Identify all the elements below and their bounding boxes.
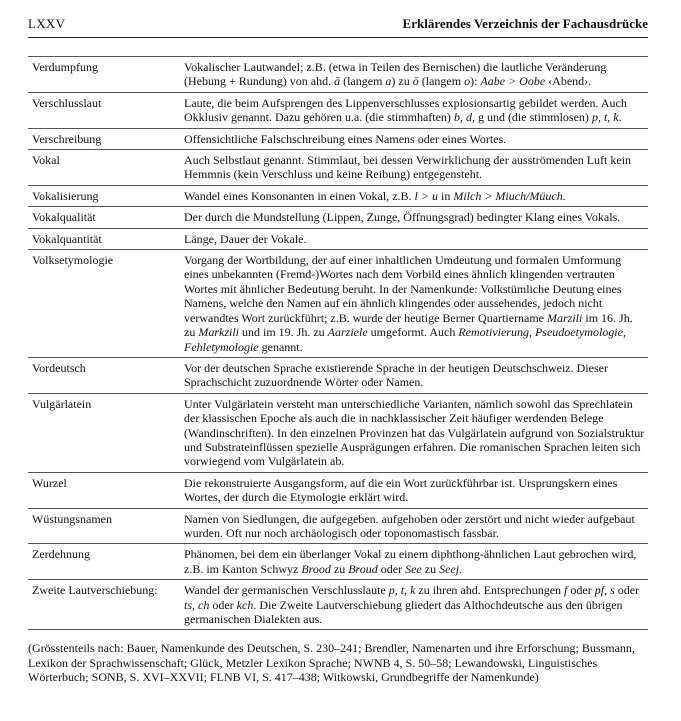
italic-segment: p, t, k <box>388 583 416 598</box>
sources-note <box>28 641 658 685</box>
glossary-term: Vokalisierung <box>28 185 184 206</box>
text-segment: , <box>604 583 611 598</box>
italic-segment: b, d, <box>453 110 475 125</box>
text-segment: Länge, Dauer der Vokale. <box>184 231 307 246</box>
text-segment: Wandel der germanischen Verschlusslaute <box>184 583 389 598</box>
italic-segment: Remotivierung, Pseudoetymologie, Fehletymologie <box>184 325 626 354</box>
glossary-term: Verschlusslaut <box>28 92 184 128</box>
text-segment: umgeformt. Auch <box>367 325 459 340</box>
glossary-row <box>28 185 648 206</box>
glossary-row <box>28 508 648 544</box>
glossary-row <box>28 228 648 249</box>
text-segment: ) zu <box>391 74 413 89</box>
text-segment: oder <box>209 597 237 612</box>
text-segment: oder <box>377 561 406 576</box>
text-segment: Vor der deutschen Sprache existierende Sprache in der heutigen Deutschschweiz. Dieser Sprachschicht zuzuordnende Wörter oder Namen. <box>184 360 608 390</box>
glossary-definition <box>184 580 648 630</box>
text-segment: , <box>192 597 199 612</box>
glossary-row <box>28 580 648 630</box>
text-segment: Laute, die beim Aufsprengen des Lippenverschlusses explosionsartig gebildet werden. Auch Okklusiv genannt. Dazu gehören u.a. (die stimmhaften) <box>184 95 627 125</box>
italic-segment: p, t, k <box>591 110 619 125</box>
italic-segment: Aarziele <box>327 325 368 340</box>
glossary-row <box>28 357 648 393</box>
text-segment: Vokalischer Lautwandel; z.B. (etwa in Teilen des Bernischen) die lautliche Veränderung (Hebung + Rundung) von ahd. <box>184 60 607 89</box>
italic-segment: Broud <box>348 561 378 576</box>
text-segment: Offensichtliche Falschschreibung eines Namens oder eines Wortes. <box>184 131 507 146</box>
italic-segment: ch <box>198 597 210 612</box>
text-segment: Der durch die Mundstellung (Lippen, Zunge, Öffnungsgrad) bedingter Klang eines Vokals. <box>184 210 621 225</box>
text-segment: . <box>618 110 622 125</box>
glossary-definition <box>184 357 648 393</box>
text-segment: Phänomen, bei dem ein überlanger Vokal zu einem diphthong-ähnlichen Laut gebrochen wird, z.B. im Kanton Schwyz <box>184 547 637 576</box>
glossary-term: Zweite Lautverschiebung: <box>28 580 184 630</box>
italic-segment: Milch > Miuch/Müuch. <box>453 188 566 203</box>
glossary-row <box>28 128 648 149</box>
text-segment: im 16. Jh. zu <box>184 310 633 340</box>
glossary-row <box>28 92 648 128</box>
glossary-body <box>28 57 648 630</box>
text-segment: Vorgang der Wortbildung, der auf einer inhaltlichen Umdeutung und formalen Umformung eines unbekannten (Fremd-)Wortes nach dem Vorbild eines ähnlich klingenden vertrauten Wortes mit ähnlicher Bedeutung beruht. In der Namenkunde: Volkstümliche Deutung eines Namens, welche den Namen auf ein ähnlich klingendes oder aussehendes, jedoch nicht verwandtes Wort zurückführt; z.B. wurde der heutige Berner Quartiername <box>184 253 622 325</box>
glossary-table <box>28 56 648 630</box>
glossary-definition <box>184 544 648 580</box>
glossary-term: Verschreibung <box>28 128 184 149</box>
glossary-row <box>28 150 648 186</box>
italic-segment: l > u <box>414 188 438 203</box>
glossary-term: Vokal <box>28 150 184 186</box>
italic-segment: Marzili <box>547 310 583 325</box>
glossary-definition <box>184 508 648 544</box>
section-title: Erklärendes Verzeichnis der Fachausdrücke <box>402 16 648 31</box>
text-segment: und im 19. Jh. zu <box>239 325 328 340</box>
text-segment: Wandel eines Konsonanten in einen Vokal, z.B. <box>184 188 415 203</box>
text-segment: Namen von Siedlungen, die aufgegeben. aufgehoben oder zerstört und nicht wieder aufgebaut wurden. Oft nur noch archäologisch oder toponomastisch fassbar. <box>184 511 635 540</box>
text-segment: (langem <box>340 74 386 89</box>
text-segment: . Die Zweite Lautverschiebung gliedert das Althochdeutsche aus den übrigen germanischen Dialekten aus. <box>184 597 623 626</box>
glossary-term: Vordeutsch <box>28 357 184 393</box>
italic-segment: o <box>464 74 471 89</box>
glossary-definition <box>184 185 648 206</box>
italic-segment: See <box>405 561 422 576</box>
glossary-row <box>28 472 648 508</box>
glossary-term: Wurzel <box>28 472 184 508</box>
italic-segment: Brood <box>301 561 331 576</box>
text-segment: oder <box>567 583 595 598</box>
italic-segment: Seej <box>439 561 460 576</box>
glossary-row <box>28 393 648 472</box>
glossary-row <box>28 250 648 358</box>
glossary-term: Vokalqualität <box>28 207 184 228</box>
text-segment: oder <box>614 583 640 598</box>
italic-segment: f <box>564 583 568 598</box>
glossary-definition <box>184 57 648 93</box>
glossary-definition <box>184 150 648 186</box>
text-segment: (langem <box>418 74 465 89</box>
glossary-definition <box>184 228 648 249</box>
italic-segment: Markzili <box>198 325 239 340</box>
text-segment: Auch Selbstlaut genannt. Stimmlaut, bei dessen Verwirklichung der ausströmenden Luft kein Hemmnis (kein Verschluss und keine Reibung) entgegensteht. <box>184 153 632 182</box>
text-segment: Die rekonstruierte Ausgangsform, auf die ein Wort zurückführbar ist. Ursprungskern eines Wortes, der durch die Etymologie erklärt wird. <box>184 475 618 505</box>
italic-segment: kch <box>236 597 254 612</box>
glossary-row <box>28 57 648 93</box>
glossary-row <box>28 207 648 228</box>
page-header <box>28 14 648 34</box>
italic-segment: ō <box>412 74 419 89</box>
text-segment: g und (die stimmlosen) <box>474 110 592 125</box>
glossary-definition <box>184 472 648 508</box>
text-segment: zu ihren ahd. Entsprechungen <box>415 583 565 598</box>
text-segment: ‹Abend›. <box>545 74 592 89</box>
glossary-definition <box>184 250 648 358</box>
glossary-definition <box>184 393 648 472</box>
glossary-row <box>28 544 648 580</box>
glossary-term: Verdumpfung <box>28 57 184 93</box>
italic-segment: Aabe > Oobe <box>480 74 546 89</box>
glossary-definition <box>184 92 648 128</box>
italic-segment: pf <box>594 583 605 598</box>
italic-segment: ts <box>184 597 193 612</box>
page-number: LXXV <box>28 16 66 31</box>
text-segment: genannt. <box>258 339 303 354</box>
italic-segment: s <box>610 583 615 598</box>
header-rule <box>28 37 648 38</box>
text-segment: ): <box>470 74 481 89</box>
sources-text: (Grösstenteils nach: Bauer, Namenkunde des Deutschen, S. 230–241; Brendler, Namenarten und ihre Erforschung; Bussmann, Lexikon der Sprachwissenschaft; Glück, Metzler Lexikon Sprache; NWNB 4, S. 50–58; Lewandowski, Linguistisches Wörterbuch; SONB, S. XVI–XXVII; FLNB VI, S. 417–438; Witkowski, Grundbegriffe der Namenkunde) <box>28 641 635 685</box>
glossary-definition <box>184 207 648 228</box>
text-segment: in <box>437 188 454 203</box>
glossary-definition <box>184 128 648 149</box>
glossary-term: Zerdehnung <box>28 544 184 580</box>
text-segment: zu <box>421 561 440 576</box>
text-segment: . <box>459 561 463 576</box>
glossary-term: Vokalquantität <box>28 228 184 249</box>
text-segment: Unter Vulgärlatein versteht man unterschiedliche Varianten, nämlich sowohl das Sprechlatein der klassischen Epoche als auch die in nachklassischer Zeit häufiger werdenden Belege (Wandinschriften). In den einzelnen Provinzen hat das Vulgärlatein aufgrund von Sozialstruktur und Substrateinflüssen spezielle Ausprägungen erfahren. Die romanischen Sprachen leiten sich vorwiegend vom Vulgärlatein ab. <box>184 396 645 469</box>
text-segment: zu <box>330 561 349 576</box>
glossary-term: Wüstungsnamen <box>28 508 184 544</box>
italic-segment: ā <box>334 74 341 89</box>
italic-segment: a <box>385 74 392 89</box>
glossary-term: Volksetymologie <box>28 250 184 358</box>
glossary-term: Vulgärlatein <box>28 393 184 472</box>
